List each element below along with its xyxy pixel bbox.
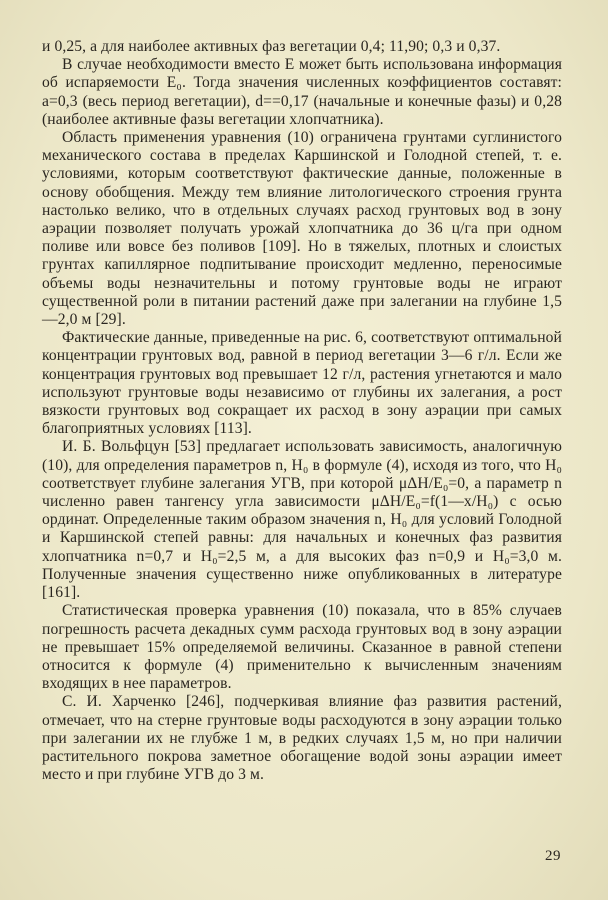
paragraph-factual-data: Фактические данные, приведенные на рис. 6, соответствуют оптимальной концентрации грунтовых вод, равной в период вегетации 3—6 г/л. Если же концентрация грунтовых вод превышает 12 г/л, растения угнетаются и мало используют грунтовые воды независимо от глубины их залегания, а рост вязкости грунтовых вод сокращает их расход в зону аэрации при самых благоприятных условиях [113]. [42,329,562,438]
page-number: 29 [545,848,561,864]
paragraph-volfcun: И. Б. Вольфцун [53] предлагает использовать зависимость, аналогичную (10), для определения параметров n, H₀ в формуле (4), исходя из того, что H₀ соответствует глубине залегания УГВ, при которой μΔH/E₀=0, а параметр n численно равен тангенсу угла зависимости μΔH/E₀=f(1—x/H₀) с осью ординат. Определенные таким образом значения n, H₀ для условий Голодной и Каршинской степей равны: для начальных и конечных фаз развития хлопчатника n=0,7 и H₀=2,5 м, а для высоких фаз n=0,9 и H₀=3,0 м. Полученные значения существенно ниже опубликованных в литературе [161]. [42,438,562,602]
body-text [42,38,562,784]
paragraph-kharchenko: С. И. Харченко [246], подчеркивая влияние фаз развития растений, отмечает, что на стерне грунтовые воды расходуются в зону аэрации только при залегании их не глубже 1 м, в редких случаях 1,5 м, но при наличии растительного покрова заметное обогащение водой зоны аэрации имеет место и при глубине УГВ до 3 м. [42,693,562,784]
paragraph-statistical-check: Статистическая проверка уравнения (10) показала, что в 85% случаев погрешность расчета декадных сумм расхода грунтовых вод в зону аэрации не превышает 15% определяемой величины. Сказанное в равной степени относится к формуле (4) применительно к вычисленным значениям входящих в нее параметров. [42,602,562,693]
paragraph-evaporation: В случае необходимости вместо E может быть использована информация об испаряемости E₀. Тогда значения численных коэффициентов составят: a=0,3 (весь период вегетации), d==0,17 (начальные и конечные фазы) и 0,28 (наиболее активные фазы вегетации хлопчатника). [42,56,562,128]
paragraph-application-area: Область применения уравнения (10) ограничена грунтами суглинистого механического состава в пределах Каршинской и Голодной степей, т. е. условиями, которым соответствуют фактические данные, положенные в основу обобщения. Между тем влияние литологического строения грунта настолько велико, что в отдельных случаях расход грунтовых вод в зону аэрации позволяет получать урожай хлопчатника до 36 ц/га при одном поливе или вовсе без поливов [109]. Но в тяжелых, плотных и слоистых грунтах капиллярное подпитывание происходит медленно, переносимые объемы воды незначительны и потому грунтовые воды не играют существенной роли в питании растений даже при залегании на глубине 1,5—2,0 м [29]. [42,129,562,329]
paragraph-continuation: и 0,25, а для наиболее активных фаз вегетации 0,4; 11,90; 0,3 и 0,37. [42,38,501,55]
